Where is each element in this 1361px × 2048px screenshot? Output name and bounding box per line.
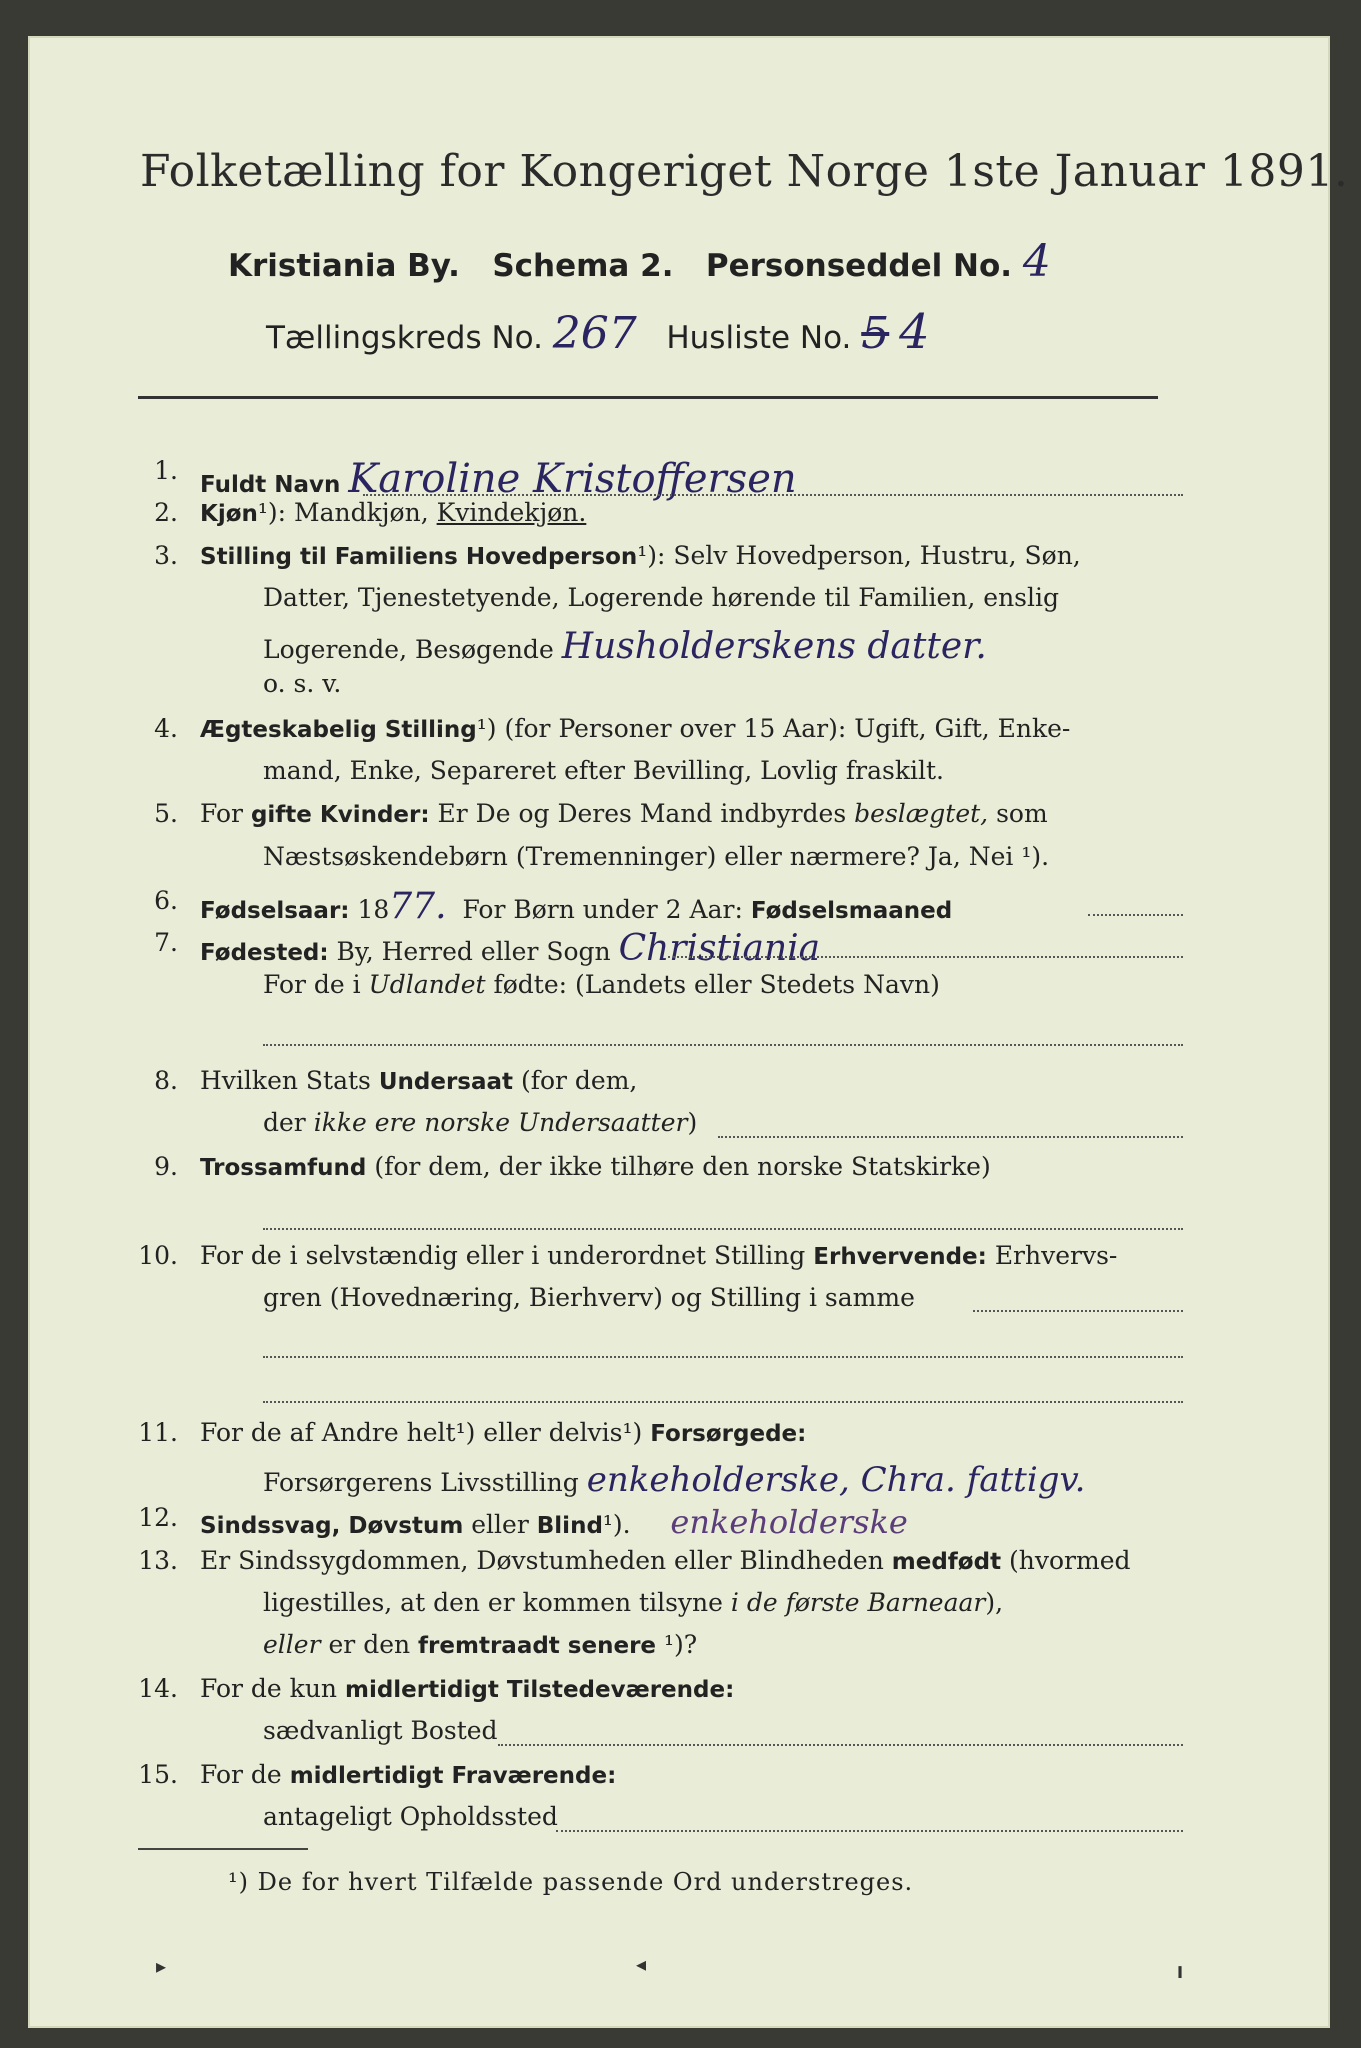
married-women-prefix: For bbox=[200, 799, 243, 828]
congenital-prompt-or: eller bbox=[263, 1630, 321, 1659]
family-position-options-3: Logerende, Besøgende bbox=[263, 635, 554, 664]
birth-month-line bbox=[1088, 914, 1183, 916]
item-number-2: 2. bbox=[154, 498, 178, 527]
item-8-line-1 bbox=[200, 1066, 637, 1095]
temporary-absent-prefix: For de bbox=[200, 1760, 282, 1789]
item-number-12: 12. bbox=[138, 1503, 178, 1532]
form-subtitle-2 bbox=[266, 304, 930, 360]
item-4-line-2: mand, Enke, Separeret efter Bevilling, Lovlig fraskilt. bbox=[263, 756, 944, 785]
footnote-divider bbox=[138, 1848, 308, 1850]
occupation-line-1 bbox=[973, 1310, 1183, 1312]
item-number-9: 9. bbox=[154, 1152, 178, 1181]
personseddel-label: Personseddel No. bbox=[705, 248, 1013, 284]
birth-year-prefix: 18 bbox=[357, 895, 390, 924]
husliste-value: 4 bbox=[899, 304, 930, 360]
item-10-line-1 bbox=[200, 1241, 1117, 1270]
item-number-6: 6. bbox=[154, 886, 178, 915]
item-number-7: 7. bbox=[154, 928, 178, 957]
item-10-line-2: gren (Hovednæring, Bierhverv) og Stilling i samme bbox=[263, 1283, 915, 1312]
item-12 bbox=[200, 1503, 908, 1541]
religion-prompt: (for dem, der ikke tilhøre den norske Statskirke) bbox=[374, 1152, 991, 1181]
family-position-label: Stilling til Familiens Hovedperson bbox=[200, 544, 638, 570]
disability-or: eller bbox=[471, 1510, 529, 1539]
item-number-11: 11. bbox=[138, 1418, 178, 1447]
citizenship-label: Undersaat bbox=[378, 1069, 514, 1095]
family-position-value: Husholderskens datter. bbox=[561, 626, 987, 667]
occupation-line-2 bbox=[263, 1356, 1183, 1358]
married-women-question: Er De og Deres Mand indbyrdes bbox=[437, 799, 847, 828]
birthplace-value: Christiania bbox=[618, 928, 821, 969]
full-name-line bbox=[363, 494, 1183, 496]
item-9 bbox=[200, 1152, 991, 1181]
provider-occupation-label: Forsørgerens Livsstilling bbox=[263, 1468, 579, 1497]
citizenship-prompt-b: (for dem, bbox=[520, 1066, 638, 1095]
registration-mark-center: ◂ bbox=[636, 1952, 647, 1976]
citizenship-prompt-d: ) bbox=[687, 1108, 698, 1137]
item-5-line-1 bbox=[200, 799, 1048, 828]
sex-label: Kjøn bbox=[200, 501, 258, 527]
birthplace-line bbox=[668, 956, 1183, 958]
item-7-line-1 bbox=[200, 928, 820, 969]
blind-label: Blind bbox=[536, 1513, 603, 1539]
census-form-page bbox=[28, 36, 1349, 2028]
item-5-line-2: Næstsøskendebørn (Tremenninger) eller nærmere? Ja, Nei ¹). bbox=[263, 842, 1050, 871]
citizenship-prompt-c: der bbox=[263, 1108, 306, 1137]
item-13-line-1 bbox=[200, 1546, 1131, 1575]
supported-label: Forsørgede: bbox=[650, 1421, 807, 1447]
birth-year-value: 77. bbox=[389, 886, 447, 927]
item-number-5: 5. bbox=[154, 799, 178, 828]
occupation-line-3 bbox=[263, 1401, 1183, 1403]
religion-line bbox=[263, 1228, 1183, 1230]
abroad-prompt-b: fødte: (Landets eller Stedets Navn) bbox=[493, 970, 940, 999]
form-subtitle-1 bbox=[228, 236, 1051, 287]
usual-residence-line bbox=[498, 1744, 1183, 1746]
congenital-prompt-e: er den bbox=[328, 1630, 411, 1659]
temporary-absent-label: midlertidigt Fraværende: bbox=[289, 1763, 617, 1789]
citizenship-prompt-a: Hvilken Stats bbox=[200, 1066, 371, 1095]
marital-status-label: Ægteskabelig Stilling bbox=[200, 717, 477, 743]
marital-status-options-1: ¹) (for Personer over 15 Aar): Ugift, Gift, Enke- bbox=[476, 714, 1071, 743]
disability-footnote-ref: ¹). bbox=[602, 1510, 631, 1539]
item-2 bbox=[200, 498, 586, 527]
item-number-1: 1. bbox=[154, 456, 178, 485]
married-women-question-end: som bbox=[996, 799, 1048, 828]
congenital-prompt-d: ), bbox=[985, 1588, 1004, 1617]
item-14-line-1 bbox=[200, 1674, 734, 1703]
congenital-prompt-f: ¹)? bbox=[663, 1630, 698, 1659]
congenital-prompt-it: i de første Barneaar bbox=[730, 1588, 986, 1617]
birthplace-label: Fødested: bbox=[200, 940, 329, 966]
item-11-line-2 bbox=[263, 1460, 1085, 1500]
item-number-10: 10. bbox=[138, 1241, 178, 1270]
birth-month-label: Fødselsmaaned bbox=[750, 898, 953, 924]
item-3-line-1 bbox=[200, 541, 1081, 570]
item-number-15: 15. bbox=[138, 1760, 178, 1789]
birthplace-prompt: By, Herred eller Sogn bbox=[336, 937, 611, 966]
item-number-3: 3. bbox=[154, 541, 178, 570]
congenital-prompt-a: Er Sindssygdommen, Døvstumheden eller Blindheden bbox=[200, 1546, 884, 1575]
city-label: Kristiania By. bbox=[228, 248, 460, 284]
item-14-line-2: sædvanligt Bosted bbox=[263, 1716, 498, 1745]
item-6 bbox=[200, 886, 952, 927]
birth-year-label: Fødselsaar: bbox=[200, 898, 350, 924]
item-11-line-1 bbox=[200, 1418, 806, 1447]
occupation-label: Erhvervende: bbox=[813, 1244, 987, 1270]
item-number-8: 8. bbox=[154, 1066, 178, 1095]
schema-label: Schema 2. bbox=[492, 248, 674, 284]
registration-mark-left: ▸ bbox=[156, 1954, 167, 1978]
item-number-14: 14. bbox=[138, 1674, 178, 1703]
congenital-prompt-c: ligestilles, at den er kommen tilsyne bbox=[263, 1588, 723, 1617]
abroad-prompt-a: For de i bbox=[263, 970, 361, 999]
item-13-line-3 bbox=[263, 1630, 697, 1659]
full-name-value: Karoline Kristoffersen bbox=[348, 456, 797, 502]
temporary-present-label: midlertidigt Tilstedeværende: bbox=[344, 1677, 735, 1703]
provider-occupation-value: enkeholderske, Chra. fattigv. bbox=[586, 1460, 1086, 1500]
kreds-value: 267 bbox=[552, 308, 637, 359]
sex-option-male: Mandkjøn, bbox=[294, 498, 429, 527]
temporary-present-prefix: For de kun bbox=[200, 1674, 338, 1703]
personseddel-value: 4 bbox=[1022, 236, 1051, 287]
item-3-line-3 bbox=[263, 626, 987, 667]
item-7-line-2 bbox=[263, 970, 940, 999]
kreds-label: Tællingskreds No. bbox=[266, 320, 543, 356]
congenital-prompt-b: (hvormed bbox=[1009, 1546, 1131, 1575]
birth-month-note: For Børn under 2 Aar: bbox=[462, 895, 743, 924]
item-13-line-2 bbox=[263, 1588, 1003, 1617]
later-onset-label: fremtraadt senere bbox=[418, 1633, 657, 1659]
citizenship-line bbox=[718, 1136, 1183, 1138]
probable-residence-line bbox=[556, 1830, 1183, 1832]
item-3-line-4: o. s. v. bbox=[263, 669, 342, 698]
citizenship-prompt-it: ikke ere norske Undersaatter bbox=[313, 1108, 688, 1137]
item-15-line-1 bbox=[200, 1760, 616, 1789]
occupation-prompt-a: For de i selvstændig eller i underordnet Stilling bbox=[200, 1241, 806, 1270]
sex-footnote-ref: ¹): bbox=[257, 498, 287, 527]
item-15-line-2: antageligt Opholdssted bbox=[263, 1802, 558, 1831]
occupation-prompt-b: Erhvervs- bbox=[994, 1241, 1118, 1270]
footnote: ¹) De for hvert Tilfælde passende Ord understreges. bbox=[228, 1868, 914, 1896]
abroad-prompt-it: Udlandet bbox=[368, 970, 486, 999]
husliste-label: Husliste No. bbox=[666, 320, 852, 356]
full-name-label: Fuldt Navn bbox=[200, 472, 341, 498]
header-divider bbox=[138, 396, 1158, 399]
husliste-struck-value: 5 bbox=[861, 308, 890, 359]
abroad-line bbox=[263, 1044, 1183, 1046]
form-title: Folketælling for Kongeriget Norge 1ste Januar 1891. bbox=[140, 146, 1349, 197]
disability-label: Sindssvag, Døvstum bbox=[200, 1513, 464, 1539]
sex-option-female: Kvindekjøn. bbox=[436, 498, 587, 527]
congenital-label: medfødt bbox=[891, 1549, 1002, 1575]
registration-mark-right: ╻ bbox=[1174, 1954, 1187, 1978]
item-3-line-2: Datter, Tjenestetyende, Logerende hørende til Familien, enslig bbox=[263, 583, 1060, 612]
religion-label: Trossamfund bbox=[200, 1155, 367, 1181]
item-number-4: 4. bbox=[154, 714, 178, 743]
disability-value: enkeholderske bbox=[670, 1503, 908, 1541]
item-4-line-1 bbox=[200, 714, 1070, 743]
item-8-line-2 bbox=[263, 1108, 697, 1137]
married-women-related: beslægtet, bbox=[854, 799, 989, 828]
item-number-13: 13. bbox=[138, 1546, 178, 1575]
supported-prompt: For de af Andre helt¹) eller delvis¹) bbox=[200, 1418, 643, 1447]
married-women-label: gifte Kvinder: bbox=[250, 802, 430, 828]
family-position-options-1: ¹): Selv Hovedperson, Hustru, Søn, bbox=[637, 541, 1081, 570]
